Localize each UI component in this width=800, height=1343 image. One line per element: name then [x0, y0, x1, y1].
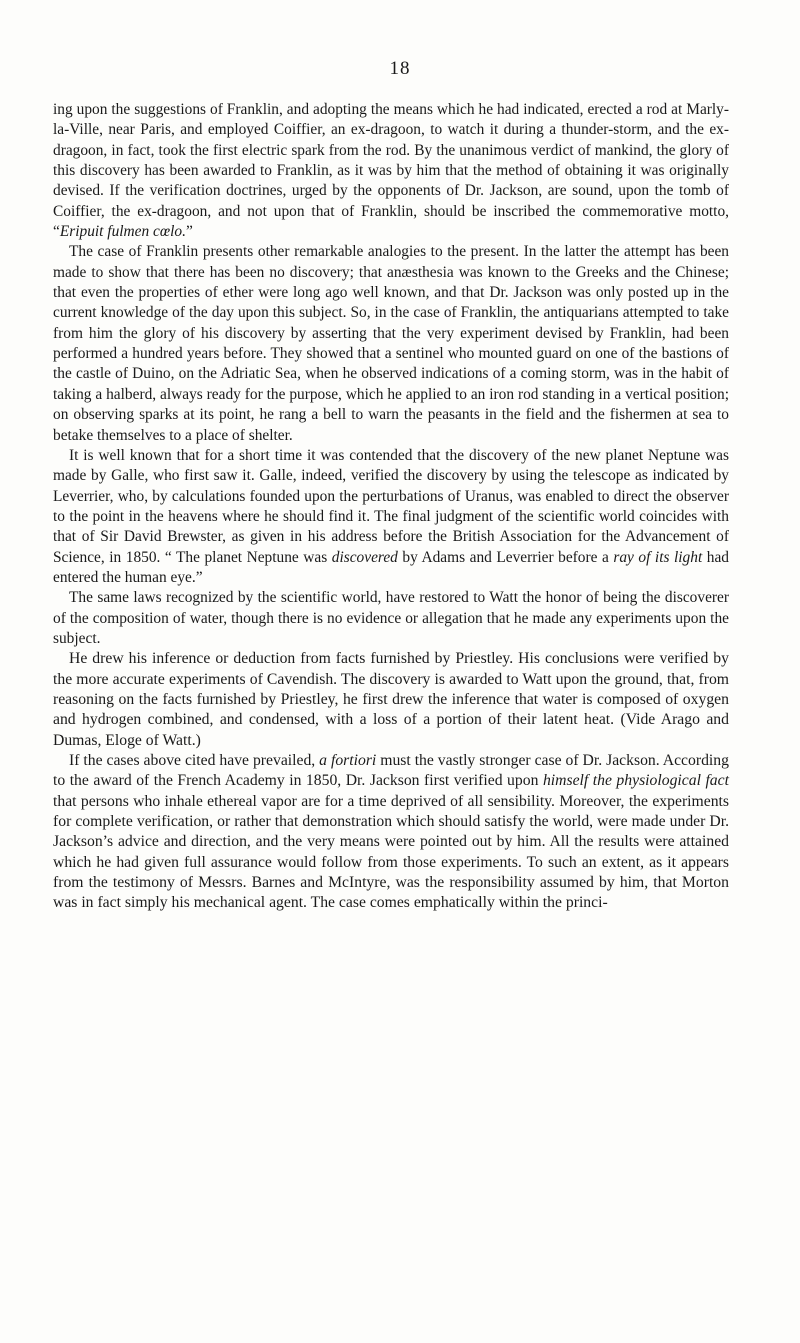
text-segment: The case of Franklin presents other remarkable analogies to the present. In the latter the attempt has been made to show that there has been no discovery; that anæsthesia was known to the Greeks and the Chinese; that even the properties of ether were long ago well known, and that Dr. Jackson was only posted up in the current knowledge of the day upon this subject. So, in the case of Franklin, the antiquarians attempted to take from him the glory of his discovery by asserting that the very experiment devised by Franklin, had been performed a hundred years before. They showed that a sentinel who mounted guard on one of the bastions of the castle of Duino, on the Adriatic Sea, when he observed indications of a coming storm, was in the habit of taking a halberd, always ready for the purpose, which he applied to an iron rod standing in a vertical position; on observing sparks at its point, he rang a bell to warn the peasants in the field and the fishermen at sea to betake themselves to a place of shelter. [53, 243, 729, 444]
text-segment: must the vastly stronger case of Dr. Jackson. According to the award of the French Academy in 1850, Dr. Jackson first verified upon [53, 752, 729, 790]
paragraph-franklin-rod [53, 100, 729, 242]
paragraph-franklin-analogies [53, 242, 729, 445]
latin-motto: Eripuit fulmen cœlo. [59, 223, 186, 241]
italic-a-fortiori: a fortiori [319, 752, 377, 769]
paragraph-watt [53, 588, 729, 649]
page-number: 18 [389, 58, 411, 79]
text-segment: The same laws recognized by the scientific world, have restored to Watt the honor of being the discoverer of the composition of water, though there is no evidence or allegation that he made any experiments upon the subject. [53, 589, 729, 647]
paragraph-neptune [53, 446, 729, 588]
italic-discovered: discovered [331, 548, 398, 566]
text-segment: ing upon the suggestions of Franklin, and adopting the means which he had indicated, erected a rod at Marly-la-Ville, near Paris, and employed Coiffier, an ex-dragoon, to watch it during a thunder-storm, and the ex-dragoon, in fact, took the first electric spark from the rod. By the unanimous verdict of mankind, the glory of this discovery has been awarded to Franklin, as it was by him that the method of obtaining it was originally devised. If the verification doctrines, urged by the opponents of Dr. Jackson, are sound, upon the tomb of Coiffier, the ex-dragoon, and not upon that of Franklin, should be inscribed the commemorative motto, “ [53, 101, 729, 241]
paragraph-jackson [53, 751, 729, 914]
text-segment: had entered the human eye.” [53, 548, 729, 586]
text-segment: that persons who inhale ethereal vapor are for a time deprived of all sensibility. Moreover, the experiments for complete verification, or rather that demonstration which should satisfy the world, were made under Dr. Jackson’s advice and direction, and the very means were pointed out by him. All the results were attained which he had given full assurance would follow from those experiments. To such an extent, as it appears from the testimony of Messrs. Barnes and McIntyre, was the responsibility assumed by him, that Morton was in fact simply his mechanical agent. The case comes emphatically within the princi- [53, 792, 729, 912]
body-text [53, 100, 729, 914]
text-segment: He drew his inference or deduction from facts furnished by Priestley. His conclusions were verified by the more accurate experiments of Cavendish. The discovery is awarded to Watt upon the ground, that, from reasoning on the facts furnished by Priestley, he first drew the inference that water is composed of oxygen and hydrogen combined, and condensed, with a loss of a portion of their latent heat. (Vide Arago and Dumas, Eloge of Watt.) [53, 650, 729, 749]
paragraph-priestley [53, 649, 729, 751]
text-segment: If the cases above cited have prevailed, [69, 752, 320, 769]
text-segment: It is well known that for a short time it was contended that the discovery of the new planet Neptune was made by Galle, who first saw it. Galle, indeed, verified the discovery by using the telescope as indicated by Leverrier, who, by calculations founded upon the perturbations of Uranus, was enabled to direct the observer to the point in the heavens where he should find it. The final judgment of the scientific world coincides with that of Sir David Brewster, as given in his address before the British Association for the Advancement of Science, in 1850. “ The planet Neptune was [53, 446, 729, 566]
text-segment: ” [185, 223, 193, 241]
text-segment: by Adams and Leverrier before a [397, 548, 614, 566]
italic-ray-of-light: ray of its light [613, 548, 703, 566]
italic-physiological-fact: himself the physiological fact [542, 772, 729, 790]
